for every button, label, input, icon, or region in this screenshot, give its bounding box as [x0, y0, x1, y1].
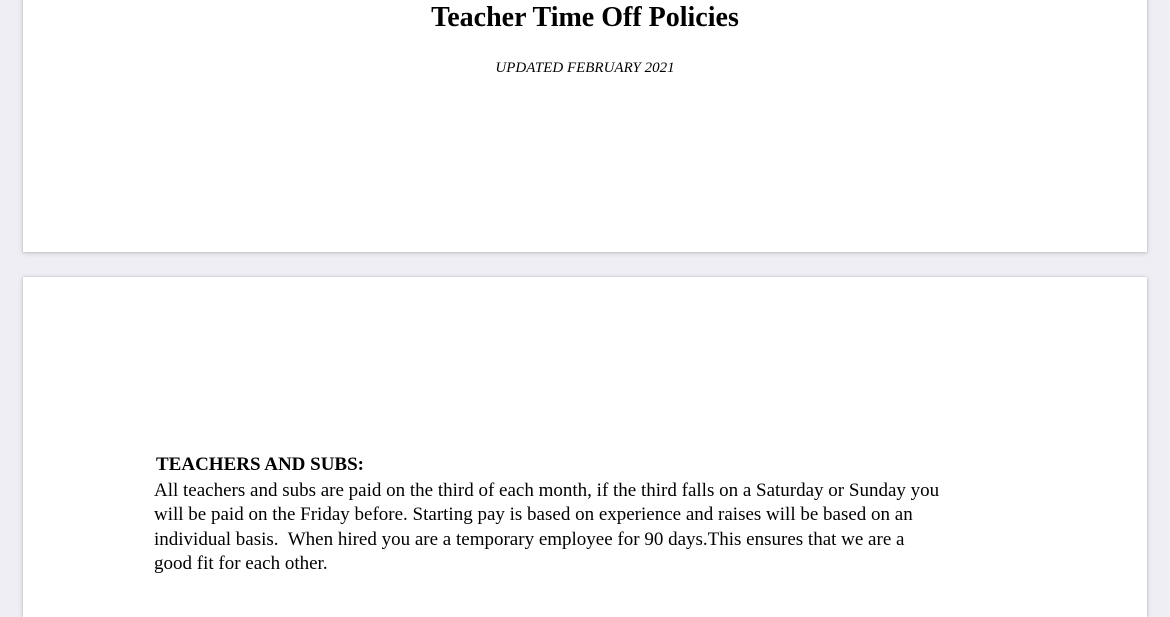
document-page-1	[23, 0, 1147, 252]
section-body	[154, 479, 999, 576]
body-line: will be paid on the Friday before. Starting pay is based on experience and raises will be based on an	[154, 504, 913, 526]
body-line: individual basis. When hired you are a temporary employee for 90 days.This ensures that we are a	[154, 528, 905, 550]
updated-date: UPDATED FEBRUARY 2021	[495, 60, 675, 76]
document-page-2	[23, 277, 1147, 617]
body-line: All teachers and subs are paid on the third of each month, if the third falls on a Saturday or Sunday you	[154, 480, 940, 501]
section-heading: TEACHERS AND SUBS:	[156, 454, 364, 475]
body-line: good fit for each other.	[154, 552, 328, 574]
document-title: Teacher Time Off Policies	[431, 2, 739, 33]
